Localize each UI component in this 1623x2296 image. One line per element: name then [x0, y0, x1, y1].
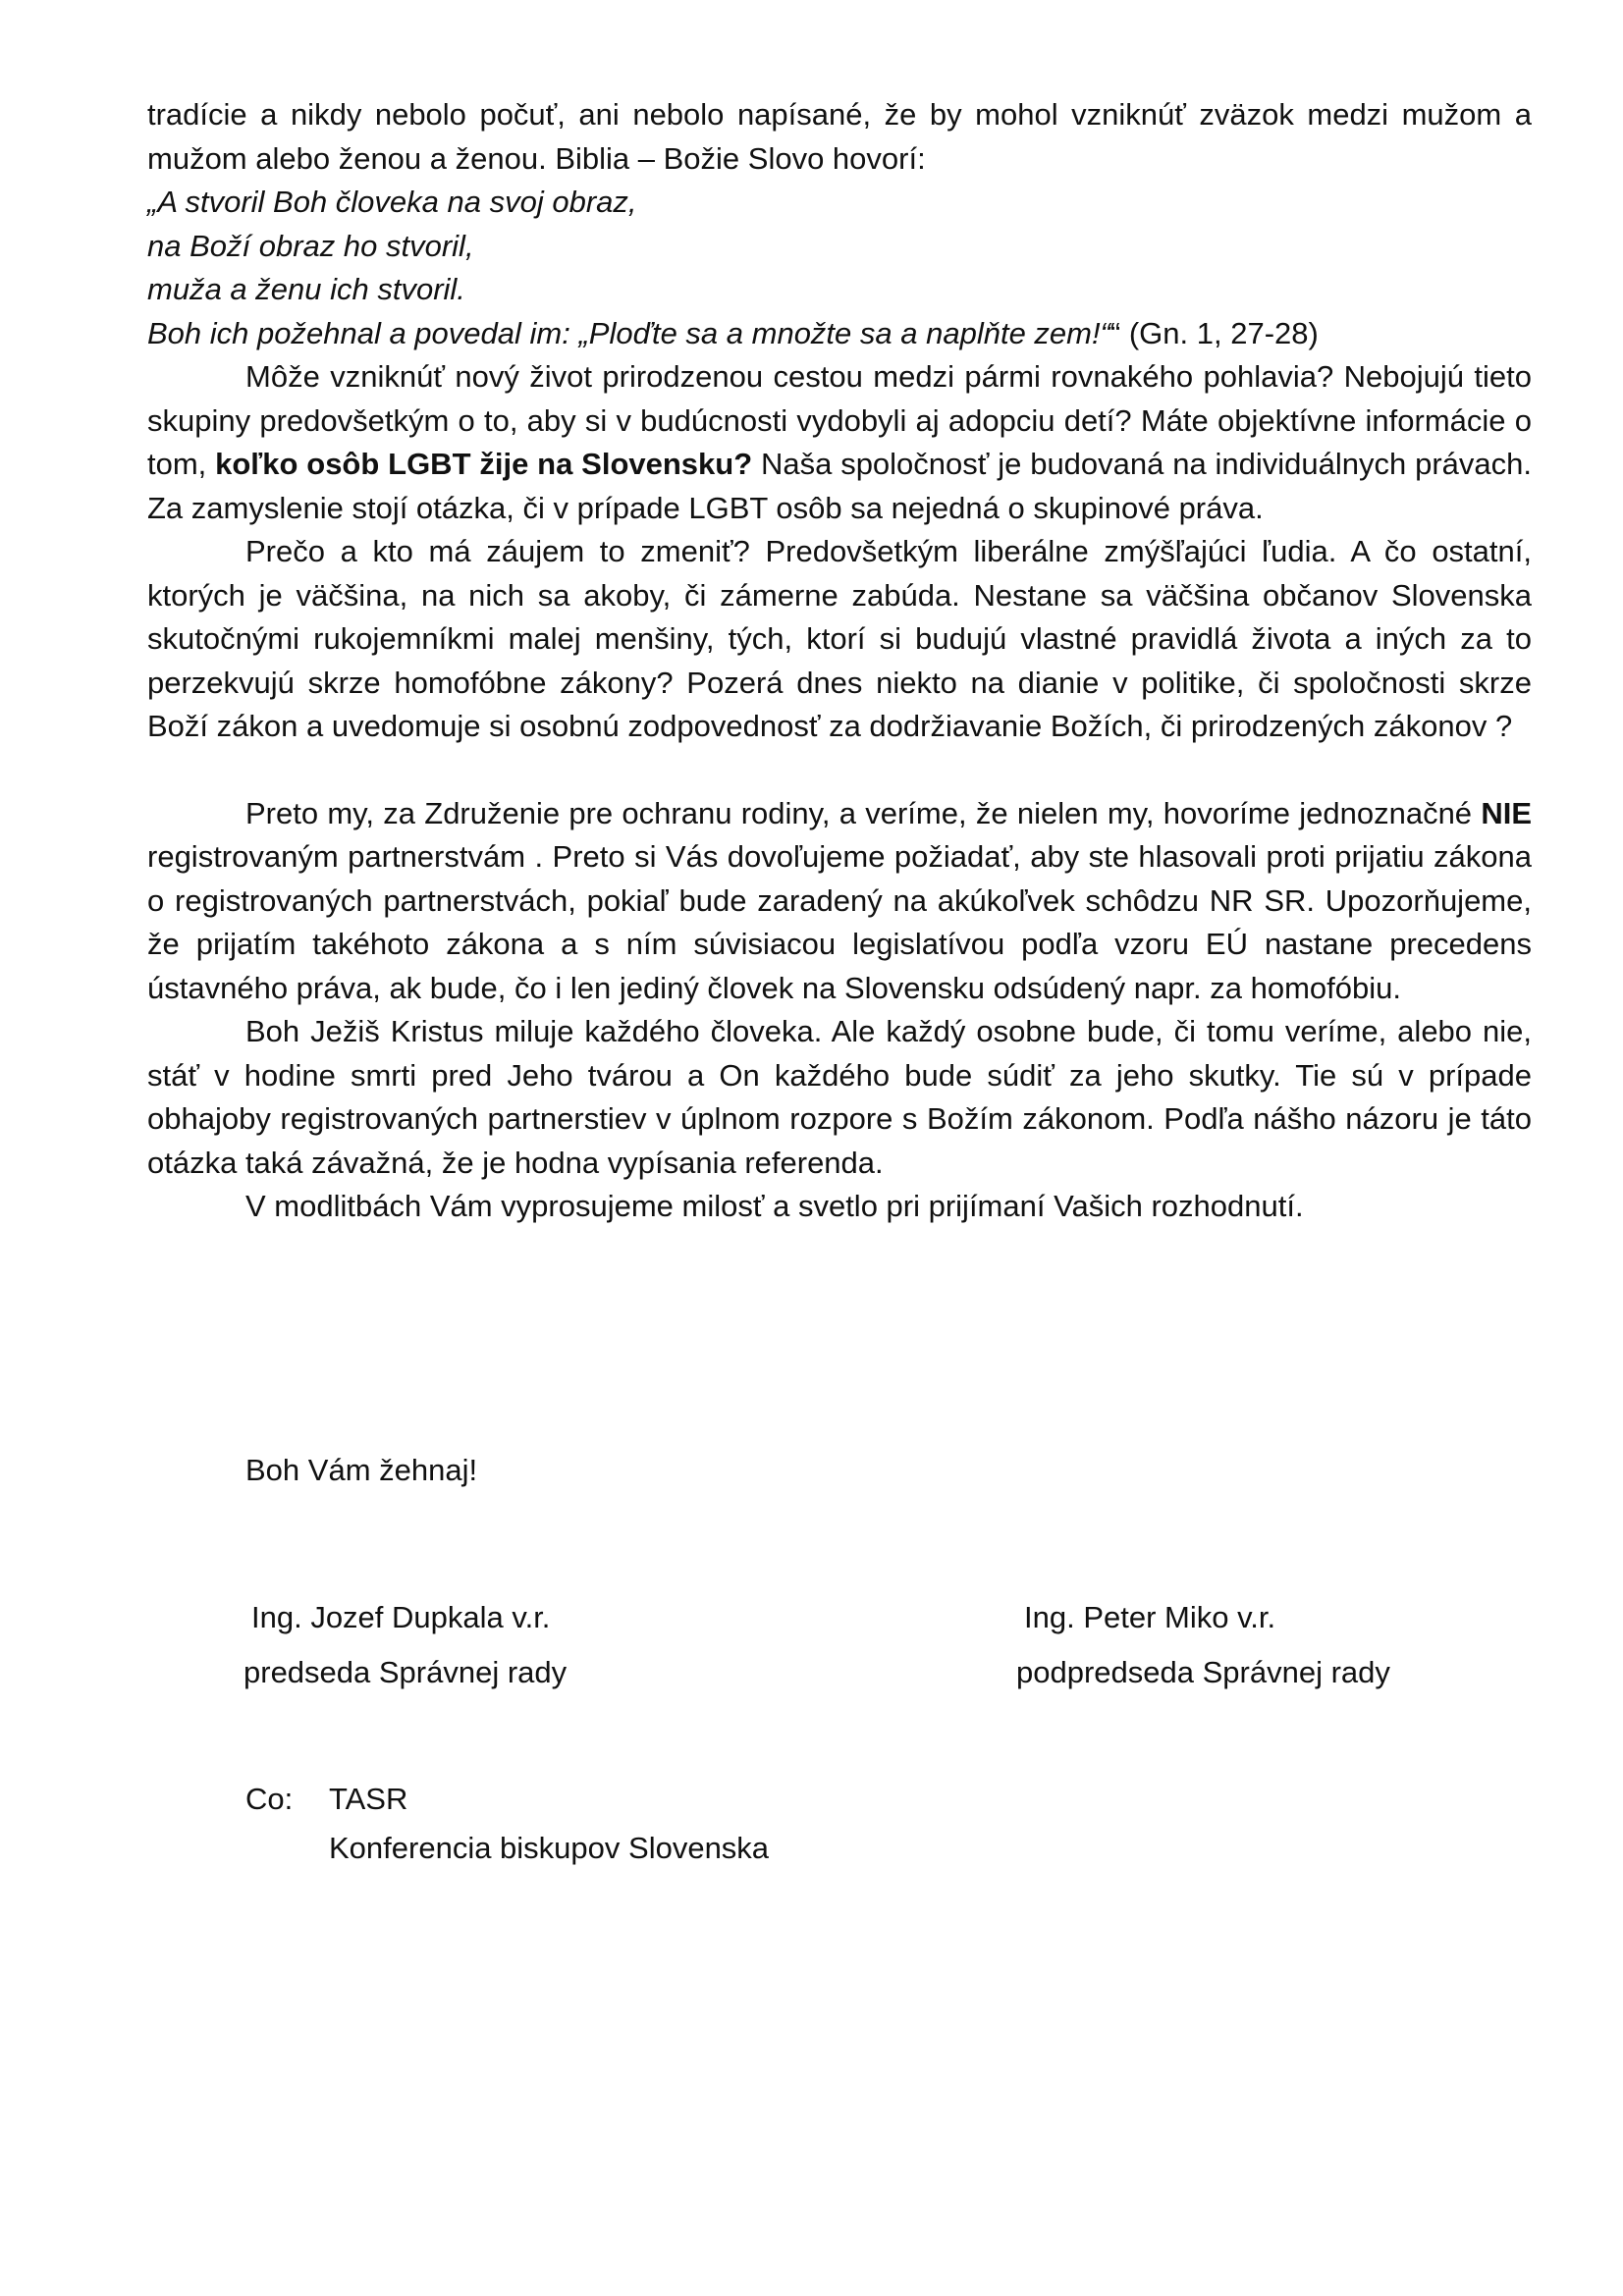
paragraph-5-text: V modlitbách Vám vyprosujeme milosť a svetlo pri prijímaní Vašich rozhodnutí. [245, 1189, 1304, 1223]
quote-line-1: „A stvoril Boh človeka na svoj obraz, [147, 185, 637, 219]
bible-quote [147, 181, 1532, 355]
paragraph-1-bold: koľko osôb LGBT žije na Slovensku? [215, 447, 753, 481]
paragraph-1 [147, 355, 1532, 530]
paragraph-intro-text: tradície a nikdy nebolo počuť, ani nebolo napísané, že by mohol vzniknúť zväzok medzi mužom a mužom alebo ženou a ženou. Biblia – Božie Slovo hovorí: [147, 97, 1532, 176]
cc-line-1 [245, 1775, 769, 1824]
letter-body [147, 93, 1532, 1229]
paragraph-5 [147, 1185, 1532, 1229]
signature-right [1016, 1590, 1390, 1700]
paragraph-3 [147, 792, 1532, 1011]
paragraph-3-bold: NIE [1481, 795, 1532, 830]
signature-right-name: Ing. Peter Miko v.r. [1024, 1600, 1276, 1634]
closing-greeting: Boh Vám žehnaj! [245, 1453, 478, 1487]
copy-recipients [245, 1775, 769, 1873]
signature-left-name: Ing. Jozef Dupkala v.r. [251, 1600, 551, 1634]
paragraph-2 [147, 530, 1532, 749]
paragraph-4-text: Boh Ježiš Kristus miluje každého človeka. Ale každý osobne bude, či tomu veríme, alebo nie, stáť v hodine smrti pred Jeho tvárou a On každého bude súdiť za jeho skutky. Tie sú v prípade obhajoby registrovaných partnerstiev v úplnom rozpore s Božím zákonom. Podľa nášho názoru je táto otázka taká závažná, že je hodna vypísania referenda. [147, 1014, 1532, 1180]
cc-recipient-2: Konferencia biskupov Slovenska [329, 1831, 770, 1865]
paragraph-1-text-a: Môže vzniknúť nový život prirodzenou cestou medzi pármi rovnakého pohlavia? Nebojujú tieto skupiny predovšetkým o to, aby si v budúcnosti vydobyli aj adopciu detí? Máte objektívne informácie o tom, [147, 359, 1532, 481]
quote-line-3: muža a ženu ich stvoril. [147, 272, 465, 306]
cc-recipient-1: TASR [329, 1782, 408, 1816]
cc-label: Co: [245, 1782, 294, 1816]
paragraph-3-text-a: Preto my, za Združenie pre ochranu rodiny, a veríme, že nielen my, hovoríme jednoznačné [245, 795, 1482, 830]
paragraph-intro [147, 93, 1532, 181]
signature-left [243, 1590, 567, 1700]
quote-reference: “ (Gn. 1, 27-28) [1109, 315, 1319, 350]
paragraph-3-text-b: registrovaným partnerstvám . Preto si Vás dovoľujeme požiadať, aby ste hlasovali proti prijatiu zákona o registrovaných partnerstvách, pokiaľ bude zaradený na akúkoľvek schôdzu NR SR. Upozorňujeme, že prijatím takéhoto zákona a s ním súvisiacou legislatívou podľa vzoru EÚ nastane precedens ústavného práva, ak bude, čo i len jediný človek na Slovensku odsúdený napr. za homofóbiu. [147, 839, 1532, 1005]
quote-line-4-text: Boh ich požehnal a povedal im: „Ploďte sa a množte sa a naplňte zem!“ [147, 315, 1110, 350]
signature-left-role: predseda Správnej rady [243, 1655, 568, 1689]
quote-line-4 [147, 312, 1532, 356]
signature-right-role: podpredseda Správnej rady [1016, 1655, 1390, 1689]
paragraph-gap [147, 749, 1532, 792]
quote-line-2: na Boží obraz ho stvoril, [147, 228, 474, 263]
paragraph-2-text: Prečo a kto má záujem to zmeniť? Predovšetkým liberálne zmýšľajúci ľudia. A čo ostatní, ktorých je väčšina, na nich sa akoby, či zámerne zabúda. Nestane sa väčšina občanov Slovenska skutočnými rukojemníkmi malej menšiny, tých, ktorí si budujú vlastné pravidlá života a iných za to perzekvujú skrze homofóbne zákony? Pozerá dnes niekto na dianie v politike, či spoločnosti skrze Boží zákon a uvedomuje si osobnú zodpovednosť za dodržiavanie Božích, či prirodzených zákonov ? [147, 534, 1532, 743]
paragraph-1-text-b: Naša spoločnosť je budovaná na individuálnych právach. Za zamyslenie stojí otázka, či v prípade LGBT osôb sa nejedná o skupinové práva. [147, 447, 1532, 525]
paragraph-4 [147, 1010, 1532, 1185]
